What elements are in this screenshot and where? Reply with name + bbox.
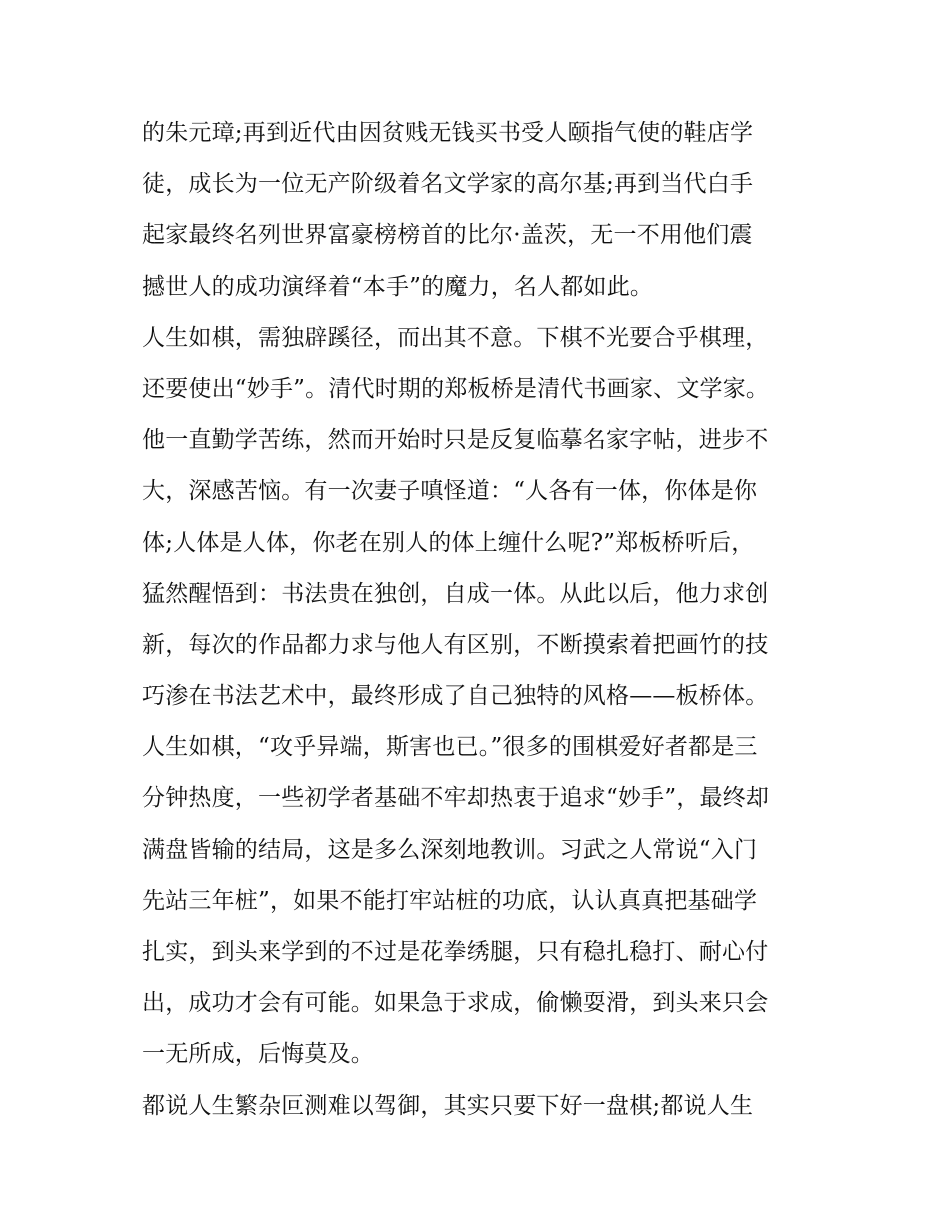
text-line: 还要使出“妙手”。清代时期的郑板桥是清代书画家、文学家。 — [142, 375, 770, 402]
paragraph — [142, 1081, 822, 1132]
paragraph — [142, 108, 822, 313]
text-line: 都说人生繁杂叵测难以驾御，其实只要下好一盘棋;都说人生 — [142, 1092, 754, 1119]
text-line: 一无所成，后悔莫及。 — [142, 1041, 374, 1068]
text-line: 新，每次的作品都力求与他人有区别，不断摸索着把画竹的技 — [142, 631, 769, 658]
text-line: 人生如棋，“攻乎异端，斯害也已。”很多的围棋爱好者都是三 — [142, 734, 758, 761]
text-line: 的朱元璋;再到近代由因贫贱无钱买书受人颐指气使的鞋店学 — [142, 120, 754, 146]
paragraph — [142, 722, 822, 1080]
text-line: 巧渗在书法艺术中，最终形成了自己独特的风格——板桥体。 — [142, 683, 769, 710]
text-line: 起家最终名列世界富豪榜榜首的比尔·盖茨，无一不用他们震 — [142, 222, 753, 249]
text-line: 人生如棋，需独辟蹊径，而出其不意。下棋不光要合乎棋理， — [142, 324, 769, 351]
text-line: 先站三年桩”，如果不能打牢站桩的功底，认认真真把基础学 — [142, 887, 758, 914]
text-line: 猛然醒悟到：书法贵在独创，自成一体。从此以后，他力求创 — [142, 580, 769, 607]
text-line: 扎实，到头来学到的不过是花拳绣腿，只有稳扎稳打、耐心付 — [142, 939, 769, 965]
text-line: 分钟热度，一些初学者基础不牢却热衷于追求“妙手”，最终却 — [142, 785, 770, 812]
text-line: 满盘皆输的结局，这是多么深刻地教训。习武之人常说“入门 — [142, 836, 758, 863]
body-text — [142, 108, 822, 1132]
text-line: 体;人体是人体，你老在别人的体上缠什么呢?”郑板桥听后， — [142, 529, 755, 556]
text-line: 出，成功才会有可能。如果急于求成，偷懒耍滑，到头来只会 — [142, 990, 769, 1017]
text-line: 撼世人的成功演绎着“本手”的魔力，名人都如此。 — [142, 273, 654, 300]
text-line: 大，深感苦恼。有一次妻子嗔怪道：“人各有一体，你体是你 — [142, 478, 758, 505]
text-line: 徒，成长为一位无产阶级着名文学家的高尔基;再到当代白手 — [142, 171, 754, 198]
text-line: 他一直勤学苦练，然而开始时只是反复临摹名家字帖，进步不 — [142, 427, 769, 454]
paragraph — [142, 313, 822, 723]
